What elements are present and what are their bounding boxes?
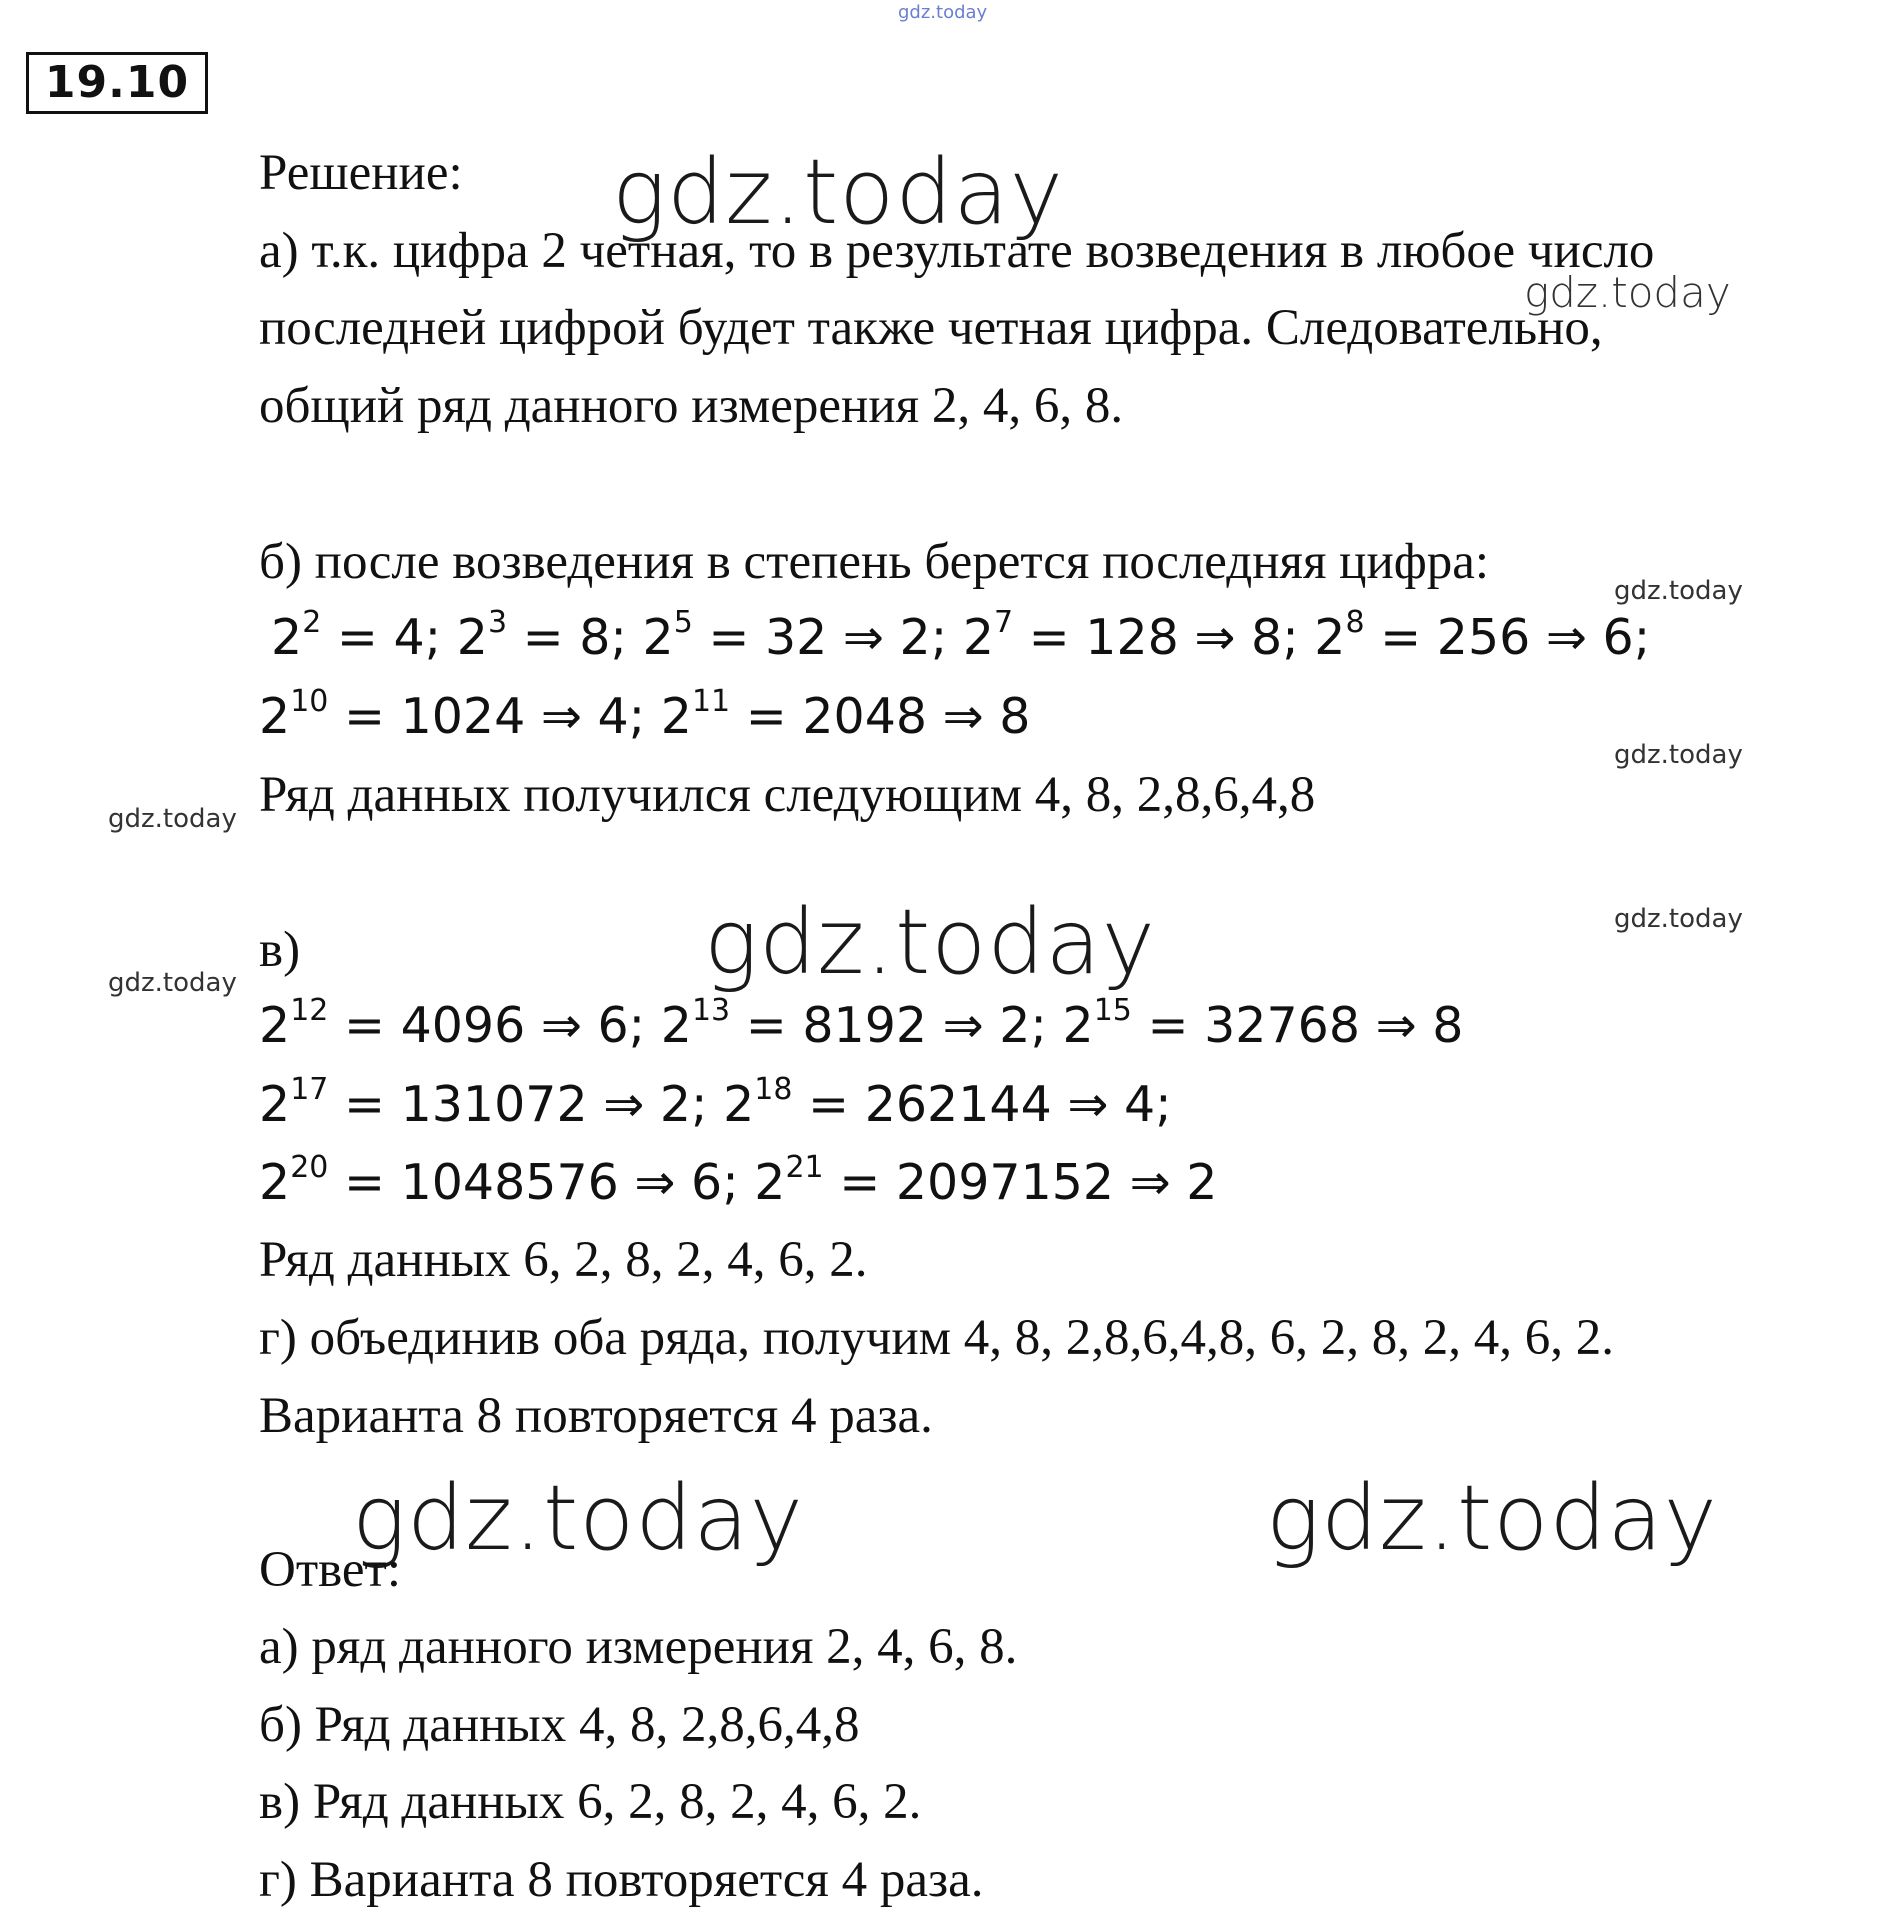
answer-c: в) Ряд данных 6, 2, 8, 2, 4, 6, 2. [259, 1774, 922, 1830]
part-c-equation-line [259, 1072, 1172, 1135]
part-b-equation-line [259, 684, 1031, 747]
power-term: $2^{13} = 8192$ ⇒ 2; [660, 993, 1063, 1054]
power-term: $2^{17} = 131072$ ⇒ 2; [259, 1072, 724, 1133]
power-term: $2^{15} = 32768$ ⇒ 8 [1062, 993, 1464, 1054]
watermark-large: gdz.today [1266, 1466, 1718, 1571]
part-c-equation-line [259, 1150, 1218, 1213]
watermark-small: gdz.today [1614, 904, 1743, 934]
power-term: $2^3 = 8$; [456, 605, 643, 666]
part-a-line: последней цифрой будет также четная цифра. Следовательно, [259, 300, 1603, 356]
solution-heading: Решение: [259, 145, 463, 201]
part-b-result: Ряд данных получился следующим 4, 8, 2,8,6,4,8 [259, 767, 1316, 823]
part-c-label: в) [259, 922, 301, 978]
power-term: $2^{18} = 262144$ ⇒ 4; [723, 1072, 1172, 1133]
part-d-result: Варианта 8 повторяется 4 раза. [259, 1388, 933, 1444]
watermark-medium: gdz.today [1524, 268, 1731, 317]
watermark-large: gdz.today [612, 140, 1064, 245]
part-c-equation-line [259, 993, 1464, 1056]
part-c-result: Ряд данных 6, 2, 8, 2, 4, 6, 2. [259, 1232, 868, 1288]
watermark-large: gdz.today [704, 890, 1156, 995]
part-a-line: общий ряд данного измерения 2, 4, 6, 8. [259, 378, 1124, 434]
answer-d: г) Варианта 8 повторяется 4 раза. [259, 1852, 984, 1908]
watermark-large: gdz.today [352, 1466, 804, 1571]
power-term: $2^{12} = 4096$ ⇒ 6; [259, 993, 661, 1054]
power-term: $2^{10} = 1024$ ⇒ 4; [259, 684, 661, 745]
power-term: $2^{20} = 1048576$ ⇒ 6; [259, 1150, 755, 1211]
part-b-equation-line [271, 605, 1651, 668]
power-term: $2^7 = 128$ ⇒ 8; [962, 605, 1315, 666]
watermark-small: gdz.today [108, 968, 237, 998]
power-term: $2^2 = 4$; [271, 605, 457, 666]
watermark-small: gdz.today [1614, 576, 1743, 606]
power-term: $2^5 = 32$ ⇒ 2; [642, 605, 963, 666]
part-b-intro: б) после возведения в степень берется последняя цифра: [259, 534, 1490, 590]
part-d-line: г) объединив оба ряда, получим 4, 8, 2,8,6,4,8, 6, 2, 8, 2, 4, 6, 2. [259, 1310, 1614, 1366]
part-a-line: а) т.к. цифра 2 четная, то в результате возведения в любое число [259, 223, 1655, 279]
watermark-small: gdz.today [108, 804, 237, 834]
watermark-top: gdz.today [898, 2, 988, 23]
answer-a: а) ряд данного измерения 2, 4, 6, 8. [259, 1619, 1018, 1675]
answer-b: б) Ряд данных 4, 8, 2,8,6,4,8 [259, 1697, 860, 1753]
power-term: $2^{21} = 2097152$ ⇒ 2 [754, 1150, 1218, 1211]
watermark-small: gdz.today [1614, 740, 1743, 770]
answer-heading: Ответ: [259, 1542, 401, 1598]
power-term: $2^8 = 256$ ⇒ 6; [1314, 605, 1651, 666]
power-term: $2^{11} = 2048$ ⇒ 8 [660, 684, 1031, 745]
task-number: 19.10 [26, 52, 208, 114]
